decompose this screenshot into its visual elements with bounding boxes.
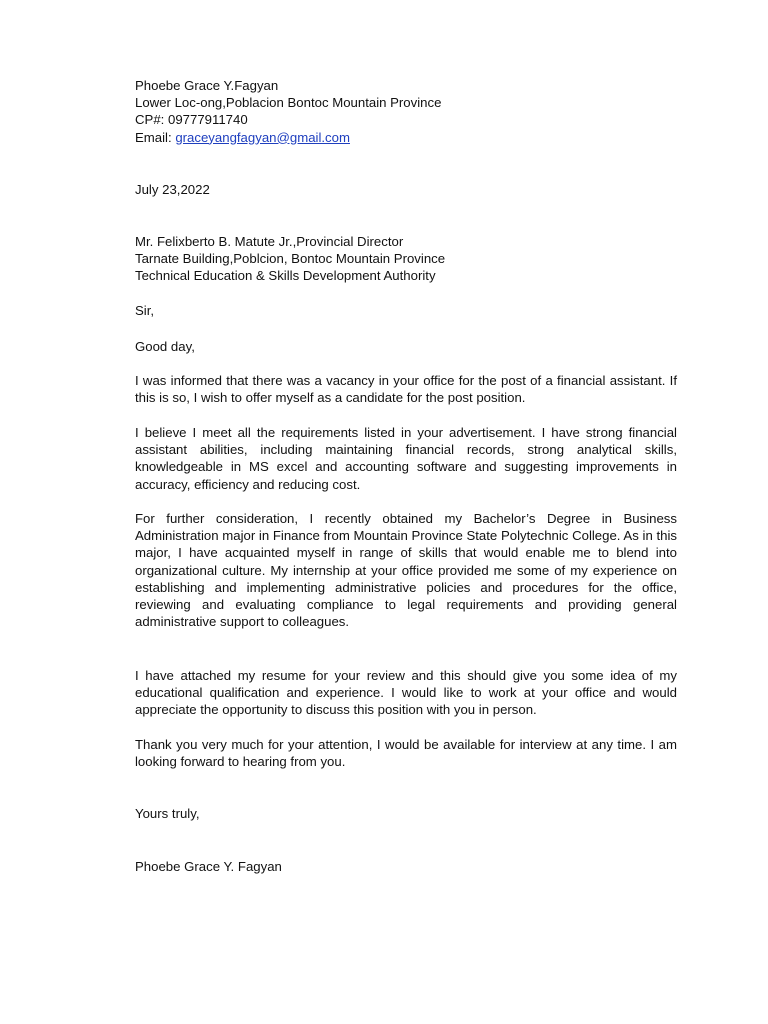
salutation-text: Sir, — [135, 303, 155, 318]
salutation — [135, 302, 677, 319]
sender-email-line — [135, 129, 677, 146]
date-text: July 23,2022 — [135, 182, 210, 197]
paragraph-thanks: Thank you very much for your attention, I would be available for interview at any time. I am looking forward to hearing from you. — [135, 737, 677, 770]
closing-text: Yours truly, — [135, 806, 200, 821]
sender-address: Lower Loc-ong,Poblacion Bontoc Mountain Province — [135, 95, 442, 111]
closing — [135, 805, 677, 822]
signature-name: Phoebe Grace Y. Fagyan — [135, 859, 282, 874]
greeting — [135, 338, 677, 355]
paragraph-resume: I have attached my resume for your review and this should give you some idea of my educational qualification and experience. I would like to work at your office and would appreciate the opportunity to discuss this position with you in person. — [135, 668, 677, 718]
sender-phone: CP#: 09777911740 — [135, 112, 248, 128]
recipient-organization: Technical Education & Skills Development Authority — [135, 268, 436, 284]
sender-email-label: Email: — [135, 129, 176, 145]
paragraph-education: For further consideration, I recently obtained my Bachelor’s Degree in Business Administration major in Finance from Mountain Province State Polytechnic College. As in this major, I have acquainted myself in range of skills that would enable me to blend into organizational culture. My internship at your office provided me some of my experience on establishing and implementing administrative policies and procedures for the office, reviewing and evaluating compliance to legal requirements and providing general administrative support to colleagues. — [135, 511, 677, 630]
recipient-name: Mr. Felixberto B. Matute Jr.,Provincial Director — [135, 234, 404, 249]
letter-date — [135, 181, 677, 198]
sender-block — [135, 77, 677, 146]
greeting-text: Good day, — [135, 339, 195, 354]
signature — [135, 858, 677, 875]
sender-name: Phoebe Grace Y.Fagyan — [135, 78, 279, 93]
sender-email-link[interactable]: graceyangfagyan@gmail.com — [175, 129, 350, 145]
recipient-block — [135, 233, 677, 285]
paragraph-vacancy: I was informed that there was a vacancy in your office for the post of a financial assistant. If this is so, I wish to offer myself as a candidate for the post position. — [135, 373, 677, 406]
recipient-address: Tarnate Building,Poblcion, Bontoc Mountain Province — [135, 251, 446, 267]
paragraph-qualifications: I believe I meet all the requirements listed in your advertisement. I have strong financial assistant abilities, including maintaining financial records, strong analytical skills, knowledgeable in MS excel and accounting software and suggesting improvements in accuracy, efficiency and reducing cost. — [135, 425, 677, 492]
